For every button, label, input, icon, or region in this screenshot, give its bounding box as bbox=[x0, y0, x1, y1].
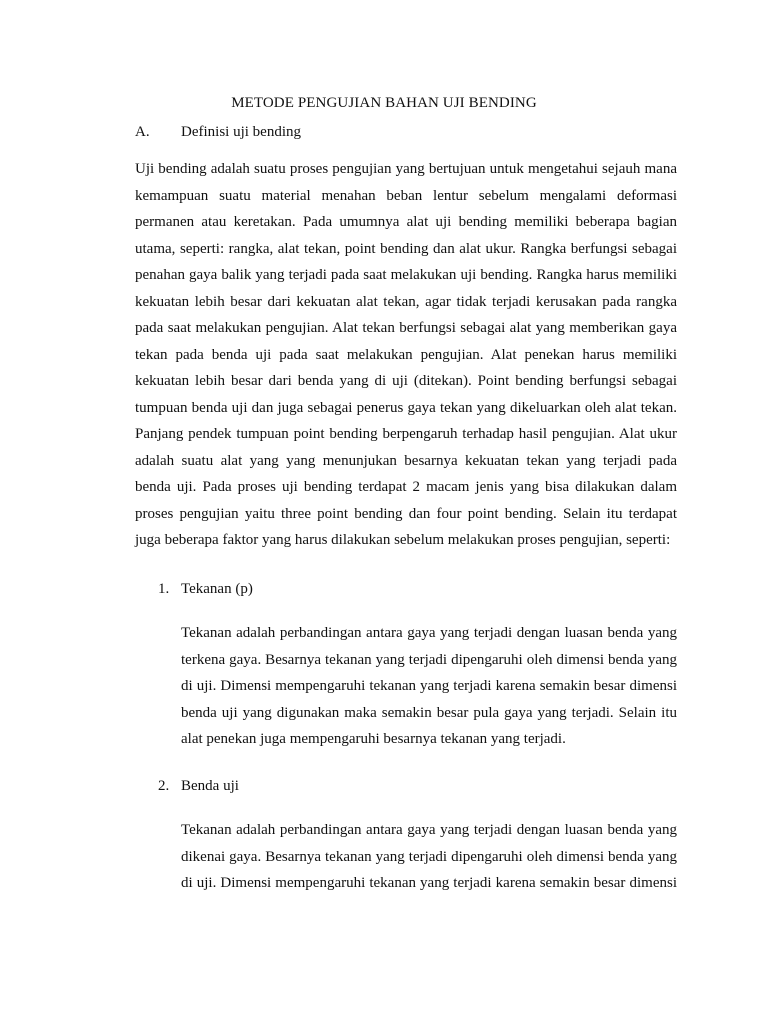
paragraph-line: tekan pada benda uji pada saat melakukan pengujian. Alat penekan harus memiliki bbox=[135, 346, 677, 363]
paragraph-line: Panjang pendek tumpuan point bending berpengaruh terhadap hasil pengujian. Alat ukur bbox=[135, 426, 677, 442]
paragraph-line: kemampuan suatu material menahan beban lentur sebelum mengalami deformasi bbox=[135, 187, 677, 204]
paragraph-line: juga beberapa faktor yang harus dilakukan sebelum melakukan proses pengujian, seperti: bbox=[135, 532, 671, 548]
paragraph-line: penahan gaya balik yang terjadi pada saat melakukan uji bending. Rangka harus memiliki bbox=[135, 267, 677, 283]
list-item-tekanan-paragraph bbox=[181, 620, 677, 753]
paragraph-line: alat penekan juga mempengaruhi besarnya tekanan yang terjadi. bbox=[181, 731, 566, 747]
paragraph-line: utama, seperti: rangka, alat tekan, point bending dan alat ukur. Rangka berfungsi sebagai bbox=[135, 240, 677, 257]
list-item-benda-uji bbox=[158, 776, 239, 796]
paragraph-line: di uji. Dimensi mempengaruhi tekanan yang terjadi karena semakin besar dimensi bbox=[181, 678, 677, 694]
document-title: METODE PENGUJIAN BAHAN UJI BENDING bbox=[231, 95, 537, 111]
paragraph-line: proses pengujian yaitu three point bending dan four point bending. Selain itu terdapat bbox=[135, 505, 677, 522]
paragraph-line: tumpuan benda uji dan juga sebagai penerus gaya tekan yang dikeluarkan oleh alat tekan. bbox=[135, 399, 677, 416]
list-label: Benda uji bbox=[181, 778, 239, 794]
paragraph-line: terkena gaya. Besarnya tekanan yang terjadi dipengaruhi oleh dimensi benda yang bbox=[181, 651, 677, 668]
paragraph-line: kekuatan lebih besar dari kekuatan alat tekan, agar tidak terjadi kerusakan pada rangka bbox=[135, 293, 677, 310]
paragraph-line: Uji bending adalah suatu proses pengujian yang bertujuan untuk mengetahui sejauh mana bbox=[135, 161, 677, 177]
section-heading bbox=[135, 122, 301, 142]
main-paragraph bbox=[135, 156, 677, 554]
list-label: Tekanan (p) bbox=[181, 581, 253, 597]
list-item-benda-uji-paragraph bbox=[181, 817, 677, 897]
paragraph-line: Tekanan adalah perbandingan antara gaya yang terjadi dengan luasan benda yang bbox=[181, 625, 677, 641]
paragraph-line: benda uji. Pada proses uji bending terdapat 2 macam jenis yang bisa dilakukan dalam bbox=[135, 479, 677, 495]
paragraph-line: Tekanan adalah perbandingan antara gaya yang terjadi dengan luasan benda yang bbox=[181, 822, 677, 838]
section-heading-text: Definisi uji bending bbox=[181, 124, 301, 140]
paragraph-line: kekuatan lebih besar dari benda yang di uji (ditekan). Point bending berfungsi sebagai bbox=[135, 373, 677, 389]
paragraph-line: pada saat melakukan pengujian. Alat tekan berfungsi sebagai alat yang memberikan gaya bbox=[135, 320, 677, 336]
paragraph-line: adalah suatu alat yang yang menunjukan besarnya kekuatan tekan yang terjadi pada bbox=[135, 452, 677, 469]
paragraph-line: di uji. Dimensi mempengaruhi tekanan yang terjadi karena semakin besar dimensi bbox=[181, 875, 677, 891]
list-number: 2. bbox=[158, 778, 170, 794]
section-letter: A. bbox=[135, 124, 150, 140]
paragraph-line: benda uji yang digunakan maka semakin besar pula gaya yang terjadi. Selain itu bbox=[181, 704, 677, 721]
list-item-tekanan bbox=[158, 579, 253, 599]
paragraph-line: permanen atau keretakan. Pada umumnya alat uji bending memiliki beberapa bagian bbox=[135, 214, 677, 230]
list-number: 1. bbox=[158, 581, 170, 597]
paragraph-line: dikenai gaya. Besarnya tekanan yang terjadi dipengaruhi oleh dimensi benda yang bbox=[181, 848, 677, 865]
